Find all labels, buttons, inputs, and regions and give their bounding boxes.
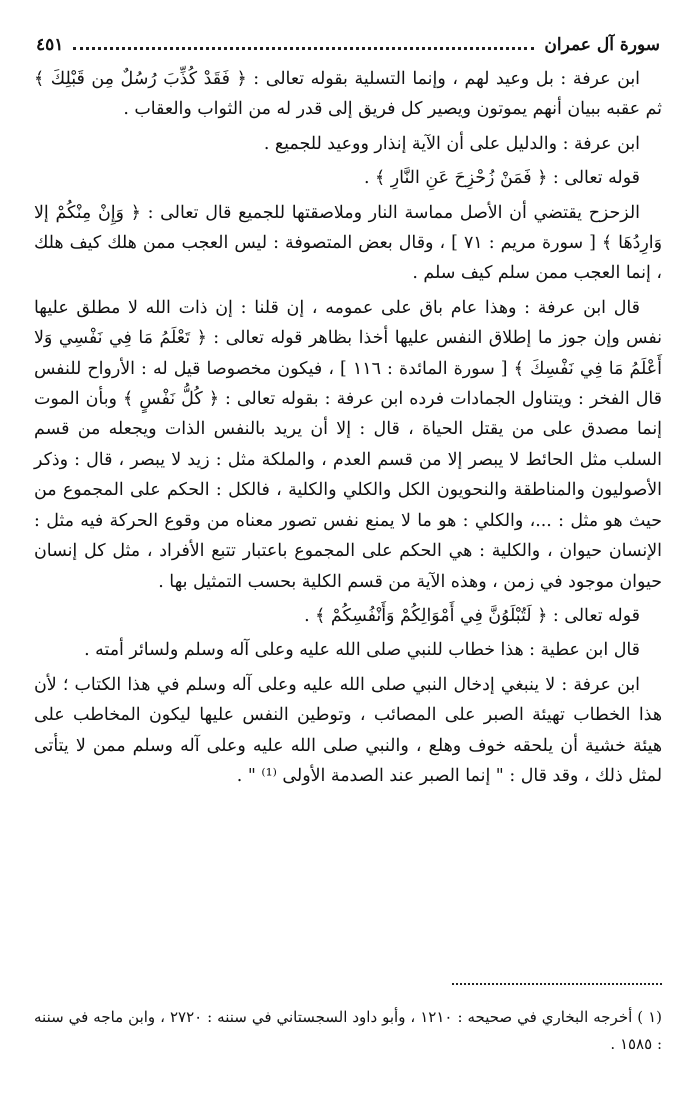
surah-title: سورة آل عمران [544, 35, 660, 55]
paragraph-6: قوله تعالى : ﴿ لَتُبْلَوُنَّ فِي أَمْوَالِكُمْ وَأَنْفُسِكُمْ ﴾ . [304, 605, 640, 626]
paragraph-1: ابن عرفة : بل وعيد لهم ، وإنما التسلية بقوله تعالى : ﴿ فَقَدْ كُذِّبَ رُسُلٌ مِن قَبْلِكَ ﴾ ثم عقبه ببيان أنهم يموتون ويصير كل فريق إلى قدر له من الثواب والعقاب . [34, 69, 662, 120]
paragraph-5: قال ابن عرفة : وهذا عام باق على عمومه ، إن قلنا : إن ذات الله لا مطلق عليها نفس وإن جوز ما إطلاق النفس عليها أخذا بظاهر قوله تعالى : ﴿ تَعْلَمُ مَا فِي نَفْسِي وَلا أَعْلَمُ مَا فِي نَفْسِكَ ﴾ [ سورة المائدة : ١١٦ ] ، فيكون مخصوصا قيل له : الأرواح للنفس قال الفخر : ويتناول الجمادات فرده ابن عرفة : بقوله تعالى : ﴿ كُلُّ نَفْسٍ ﴾ وبأن الموت إنما مصدق على من يقتل الحياة ، قال : إلا أن يريد بالنفس الذات ويجعله من قسم السلب مثل الحائط لا يبصر إلا من قسم العدم ، والملكة مثل : زيد لا يبصر ، قال : وذكر الأصوليون والمناطقة والنحويون الكل والكلي والكلية ، فالكل : الحكم على المجموع من حيث هو مثل : ...، والكلي : هو ما لا يمنع نفس تصور معناه من وقوع الحركة فيه مثل : الإنسان حيوان ، والكلية : هي الحكم على المجموع باعتبار تتبع الأفراد ، مثل كل إنسان حيوان موجود في زمن ، وهذه الآية من قسم الكلية بحسب التمثيل بها . [34, 297, 662, 592]
main-text [34, 64, 662, 795]
footnote: (١ ) أخرجه البخاري في صحيحه : ١٢١٠ ، وأبو داود السجستاني في سننه : ٢٧٢٠ ، وابن ماجه في سننه : ١٥٨٥ . [34, 1008, 662, 1053]
page-number: ٤٥١ [36, 35, 64, 55]
running-header [36, 34, 660, 56]
paragraph-3: قوله تعالى : ﴿ فَمَنْ زُحْزِحَ عَنِ النَّارِ ﴾ . [363, 168, 640, 189]
paragraph-8: ابن عرفة : لا ينبغي إدخال النبي صلى الله عليه وعلى آله وسلم في هذا الكتاب ؛ لأن هذا الخطاب تهيئة الصبر على المصائب ، وتوطين النفس عليها ليكون المخاطب على هيئة خشية أن يلحقه خوف وهلع ، والنبي صلى الله عليه وعلى آله وسلم ممن لا يتأتى لمثل ذلك ، وقد قال : " إنما الصبر عند الصدمة الأولى ⁽¹⁾ " . [34, 674, 662, 786]
paragraph-4: الزحزح يقتضي أن الأصل مماسة النار وملاصقتها للجميع قال تعالى : ﴿ وَإِنْ مِنْكُمْ إلا وَارِدُهَا ﴾ [ سورة مريم : ٧١ ] ، وقال بعض المتصوفة : ليس العجب ممن هلك كيف هلك ، إنما العجب ممن سلم كيف سلم . [34, 202, 662, 284]
header-dotted-rule [73, 47, 534, 50]
footnote-separator [452, 983, 662, 985]
paragraph-2: ابن عرفة : والدليل على أن الآية إنذار ووعيد للجميع . [263, 133, 640, 154]
paragraph-7: قال ابن عطية : هذا خطاب للنبي صلى الله عليه وعلى آله وسلم ولسائر أمته . [84, 640, 640, 661]
